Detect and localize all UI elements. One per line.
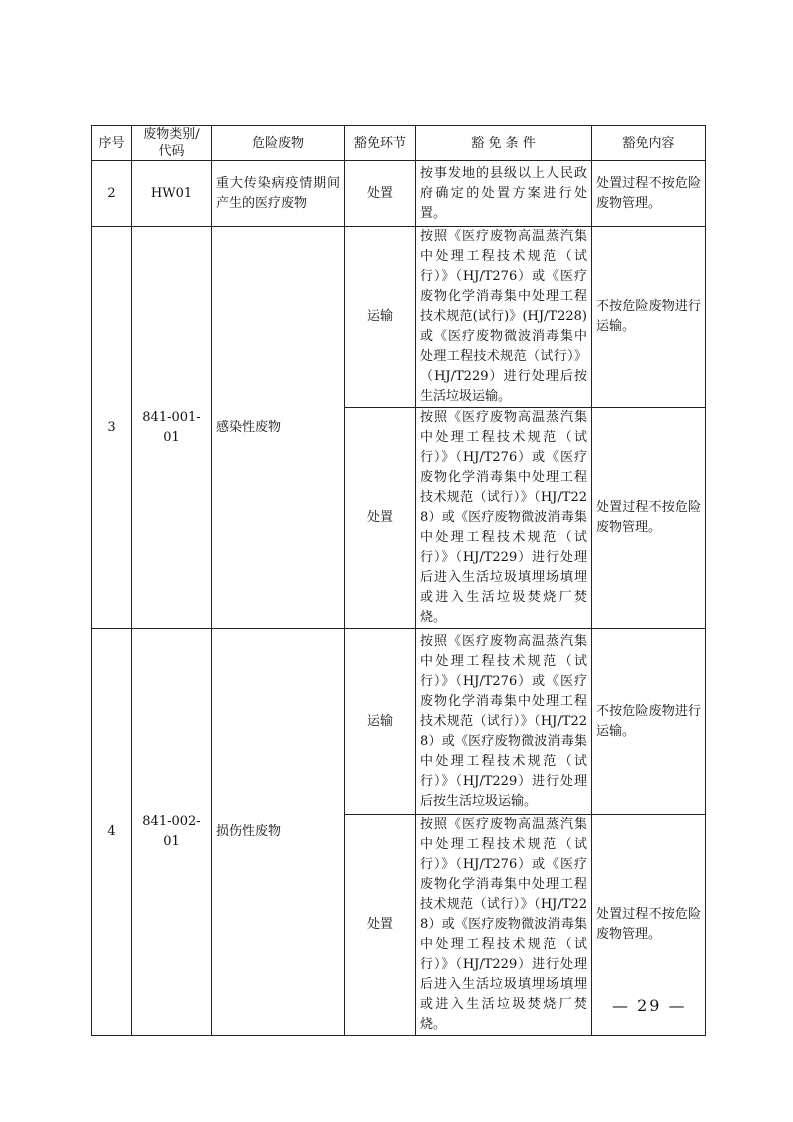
- row-content: 处置过程不按危险废物管理。: [592, 161, 706, 227]
- exemption-table: [91, 125, 706, 1036]
- header-row: [92, 126, 706, 161]
- row-condition: 按照《医疗废物高温蒸汽集中处理工程技术规范（试行）》（HJ/T276）或《医疗废物化学消毒集中处理工程技术规范(试行)》(HJ/T228)或《医疗废物微波消毒集中处理工程技术规范（试行）》（HJ/T229）进行处理后按生活垃圾运输。: [416, 227, 592, 408]
- page-number: — 29 —: [612, 996, 687, 1015]
- row-content: 处置过程不按危险废物管理。: [592, 408, 706, 629]
- row-code: HW01: [132, 161, 212, 227]
- row-stage: 处置: [345, 161, 416, 227]
- row-content: 不按危险废物进行运输。: [592, 629, 706, 815]
- row-condition: 按照《医疗废物高温蒸汽集中处理工程技术规范（试行）》（HJ/T276）或《医疗废物化学消毒集中处理工程技术规范（试行）》（HJ/T228）或《医疗废物微波消毒集中处理工程技术规范（试行）》（HJ/T229）进行处理后进入生活垃圾填埋场填埋或进入生活垃圾焚烧厂焚烧。: [416, 815, 592, 1036]
- row-content: 处置过程不按危险废物管理。: [592, 815, 706, 1036]
- header-code: 废物类别/代码: [132, 126, 212, 161]
- row-content: 不按危险废物进行运输。: [592, 227, 706, 408]
- row-code: 841-001-01: [132, 227, 212, 629]
- header-content: 豁免内容: [592, 126, 706, 161]
- row-condition: 按事发地的县级以上人民政府确定的处置方案进行处置。: [416, 161, 592, 227]
- row-stage: 运输: [345, 629, 416, 815]
- header-no: 序号: [92, 126, 132, 161]
- header-condition: 豁 免 条 件: [416, 126, 592, 161]
- table-row: [92, 629, 706, 815]
- row-waste: 重大传染病疫情期间产生的医疗废物: [212, 161, 345, 227]
- table-row: [92, 161, 706, 227]
- row-code: 841-002-01: [132, 629, 212, 1036]
- row-stage: 运输: [345, 227, 416, 408]
- header-waste: 危险废物: [212, 126, 345, 161]
- row-no: 2: [92, 161, 132, 227]
- row-no: 4: [92, 629, 132, 1036]
- row-waste: 损伤性废物: [212, 629, 345, 1036]
- table-row: [92, 227, 706, 408]
- row-waste: 感染性废物: [212, 227, 345, 629]
- header-stage: 豁免环节: [345, 126, 416, 161]
- row-stage: 处置: [345, 408, 416, 629]
- row-condition: 按照《医疗废物高温蒸汽集中处理工程技术规范（试行）》（HJ/T276）或《医疗废物化学消毒集中处理工程技术规范（试行）》（HJ/T228）或《医疗废物微波消毒集中处理工程技术规范（试行）》（HJ/T229）进行处理后进入生活垃圾填埋场填埋或进入生活垃圾焚烧厂焚烧。: [416, 408, 592, 629]
- row-condition: 按照《医疗废物高温蒸汽集中处理工程技术规范（试行）》（HJ/T276）或《医疗废物化学消毒集中处理工程技术规范（试行）》（HJ/T228）或《医疗废物微波消毒集中处理工程技术规范（试行）》（HJ/T229）进行处理后按生活垃圾运输。: [416, 629, 592, 815]
- row-stage: 处置: [345, 815, 416, 1036]
- row-no: 3: [92, 227, 132, 629]
